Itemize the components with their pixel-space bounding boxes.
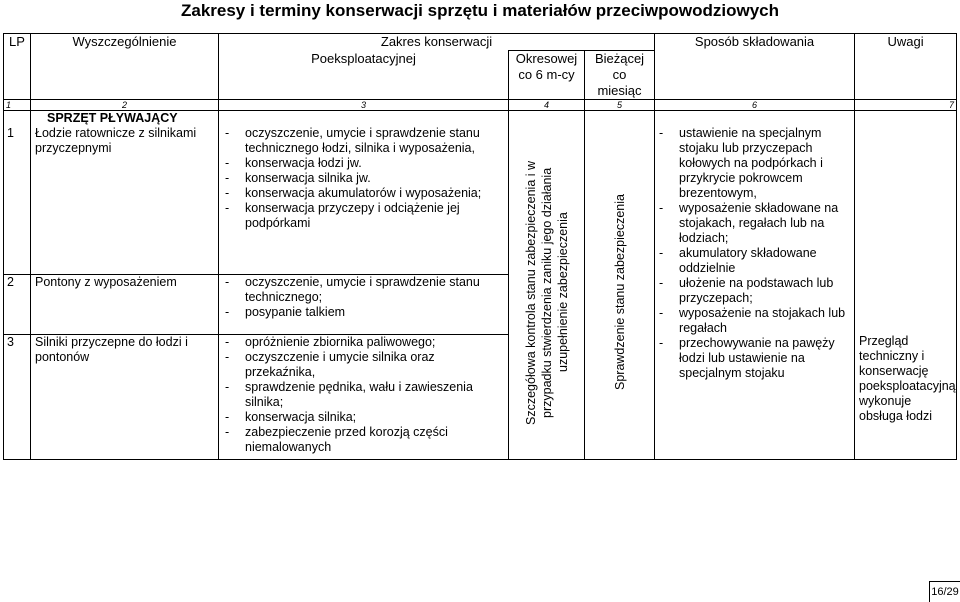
sposob-item: - wyposażenie składowane na stojakach, regałach lub na łodziach;: [659, 201, 850, 246]
table-row: [4, 126, 957, 274]
scope-item: - zabezpieczenie przed korozją części niemalowanych: [225, 425, 504, 455]
column-number: 4: [509, 100, 585, 111]
okresowej-text: Szczegółowa kontrola stanu zabezpieczenia i w przypadku stwierdzenia zaniku jego działania uzupełnienie zabezpieczenia: [523, 160, 570, 425]
scope-item: - konserwacja łodzi jw.: [225, 156, 504, 171]
header-okresowej: Okresowej co 6 m-cy: [509, 51, 585, 100]
maintenance-table: [3, 33, 957, 460]
row-lp: 2: [4, 274, 31, 334]
biezacej-cell: [585, 126, 655, 459]
column-number: 1: [4, 100, 31, 111]
column-number: 3: [219, 100, 509, 111]
row-scope: [219, 334, 509, 459]
section-title: SPRZĘT PŁYWAJĄCY: [31, 111, 219, 127]
column-numbers-row: [4, 100, 957, 111]
scope-item: - konserwacja akumulatorów i wyposażenia;: [225, 186, 504, 201]
document-title: Zakresy i terminy konserwacji sprzętu i materiałów przeciwpowodziowych: [180, 1, 780, 20]
row-name: Pontony z wyposażeniem: [31, 274, 219, 334]
sposob-item: - ułożenie na podstawach lub przyczepach;: [659, 276, 850, 306]
header-poeksploatacyjnej: Poeksploatacyjnej: [219, 51, 509, 100]
okresowej-cell: [509, 126, 585, 459]
uwagi-text: Przegląd techniczny i konserwację poeksploatacyjną wykonuje obsługa łodzi: [859, 334, 956, 423]
scope-item: - konserwacja silnika;: [225, 410, 504, 425]
scope-item: - konserwacja silnika jw.: [225, 171, 504, 186]
sposob-item: - wyposażenie na stojakach lub regałach: [659, 306, 850, 336]
scope-item: - oczyszczenie, umycie i sprawdzenie stanu technicznego;: [225, 275, 504, 305]
header-wyszczegolnienie: Wyszczególnienie: [31, 34, 219, 100]
sposob-item: - akumulatory składowane oddzielnie: [659, 246, 850, 276]
scope-item: - opróżnienie zbiornika paliwowego;: [225, 335, 504, 350]
scope-item: - oczyszczenie, umycie i sprawdzenie stanu technicznego łodzi, silnika i wyposażenia,: [225, 126, 504, 156]
header-lp: LP: [4, 34, 31, 100]
row-scope: [219, 274, 509, 334]
sposob-item: - ustawienie na specjalnym stojaku lub przyczepach kołowych na podpórkach i przykrycie pokrowcem brezentowym,: [659, 126, 850, 201]
scope-item: - konserwacja przyczepy i odciążenie jej podpórkami: [225, 201, 504, 231]
header-biezacej: Bieżącej co miesiąc: [585, 51, 655, 100]
column-number: 7: [855, 100, 957, 111]
scope-item: - oczyszczenie i umycie silnika oraz przekaźnika,: [225, 350, 504, 380]
row-lp: 1: [4, 126, 31, 274]
row-scope: [219, 126, 509, 274]
sposob-cell: [655, 126, 855, 459]
header-uwagi: Uwagi: [855, 34, 957, 100]
header-zakres: Zakres konserwacji: [219, 34, 655, 51]
scope-item: - sprawdzenie pędnika, wału i zawieszenia silnika;: [225, 380, 504, 410]
uwagi-cell: [855, 126, 957, 459]
row-name: Łodzie ratownicze z silnikami przyczepnymi: [31, 126, 219, 274]
page-number: 16/29: [929, 581, 960, 602]
row-lp: 3: [4, 334, 31, 459]
sposob-item: - przechowywanie na pawęży łodzi lub ustawienie na specjalnym stojaku: [659, 336, 850, 381]
column-number: 6: [655, 100, 855, 111]
header-sposob: Sposób składowania: [655, 34, 855, 100]
column-number: 2: [31, 100, 219, 111]
scope-item: - posypanie talkiem: [225, 305, 504, 320]
column-number: 5: [585, 100, 655, 111]
biezacej-text: Sprawdzenie stanu zabezpieczenia: [612, 194, 627, 391]
row-name: Silniki przyczepne do łodzi i pontonów: [31, 334, 219, 459]
